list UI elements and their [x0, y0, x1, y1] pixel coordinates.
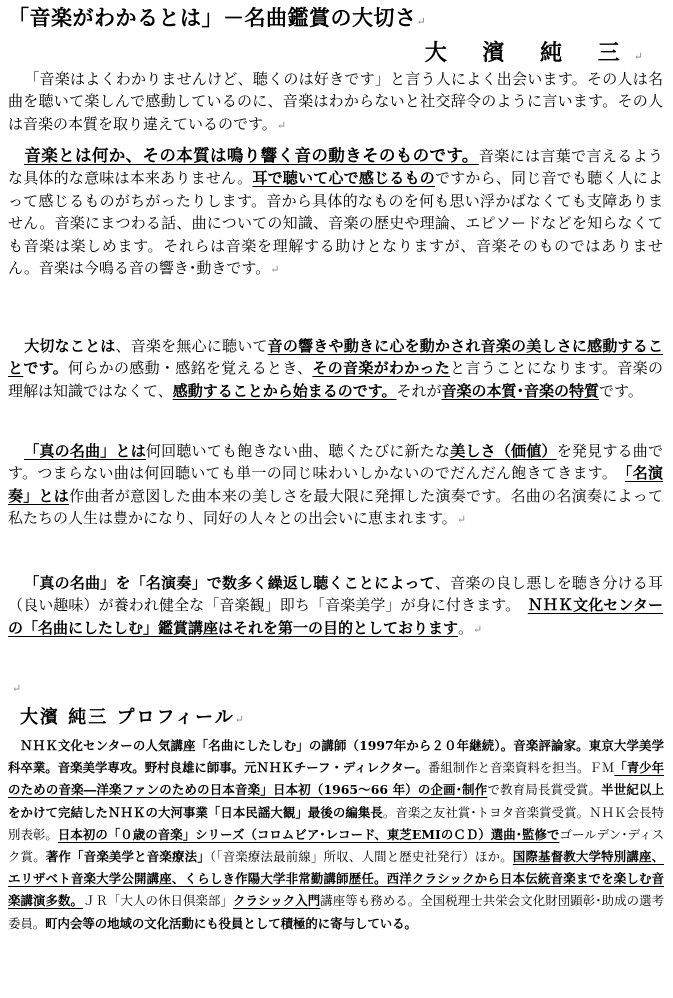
paragraph-important: 大切なことは、音楽を無心に聴いて音の響きや動きに心を動かされ音楽の美しさに感動することです。何らかの感動・感銘を覚えるとき、その音楽がわかったと言うことになります。音楽の理解は知識ではなくて、感動することから始まるのです。それが音楽の本質･音楽の特質です。: [8, 337, 663, 400]
paragraph-mark-icon: ↵: [12, 682, 22, 695]
document-title: 「音楽がわかるとは」－名曲鑑賞の大切さ↵: [8, 5, 427, 30]
paragraph-repeated-listening: 「真の名曲」を「名演奏」で数多く繰返し聴くことによって、音楽の良し悪しを聴き分ける耳（良い趣味）が養われ健全な「音楽観」即ち「音楽美学」が身に付きます。 ＮＨＫ文化センターの「名曲にしたしむ」鑑賞講座はそれを第一の目的としております。↵: [8, 574, 663, 637]
paragraph-essence: 音楽とは何か、その本質は鳴り響く音の動きそのものです。音楽には言葉で言えるような具体的な意味は本来ありません。耳で聴いて心で感じるものですから、同じ音でも聴く人によって感じるものがちがったりします。音から具体的なものを何も思い浮かばなくても支障ありません。音楽にまつわる話、曲についての知識、音楽の歴史や理論、エピソードなどを知らなくても音楽は楽しめます。それらは音楽を理解する助けとなりますが、音楽そのものではありません。音楽は今鳴る音の響き･動きです。↵: [8, 146, 663, 278]
paragraph-mark-icon: ↵: [234, 713, 244, 726]
paragraph-mark-icon: ↵: [276, 118, 287, 132]
paragraph-mark-icon: ↵: [416, 15, 427, 28]
paragraph-mark-icon: ↵: [270, 263, 280, 277]
paragraph-mark-icon: ↵: [456, 513, 467, 527]
profile-title: 大濱 純三 プロフィール↵: [20, 707, 244, 728]
paragraph-mark-icon: ↵: [473, 622, 483, 636]
paragraph-intro: 「音楽はよくわかりませんけど、聴くのは好きです」と言う人によく出会います。その人は名曲を聴いて楽しんで感動しているのに、音楽はわからないと社交辞令のように言います。その人は音楽の本質を取り違えているのです。↵: [8, 70, 663, 133]
profile-body: ＮＨＫ文化センターの人気講座「名曲にしたしむ」の講師（1997年から２０年継続）。音楽評論家。東京大学美学科卒業。音楽美学専攻。野村良雄に師事。元ＮＨＫチーフ・ディレクター。番組制作と音楽資料を担当。ＦＭ「青少年のための音楽―洋楽ファンのための日本音楽」日本初（1965～66 年）の企画･制作で教育局長賞受賞。半世紀以上をかけて完結したＮＨＫの大河事業「日本民謡大観」最後の編集長。音楽之友社賞･トヨタ音楽賞受賞。ＮＨＫ会長特別表彰。日本初の「０歳の音楽」シリーズ（コロムビア･レコード、東芝EMIのＣＤ）選曲･監修でゴールデン･ディスク賞。著作「音楽美学と音楽療法」（「音楽療法最前線」所収、人間と歴史社発行）ほか。国際基督教大学特別講座、エリザベト音楽大学公開講座、くらしき作陽大学非常勤講師歴任。西洋クラシックから日本伝統音楽までを楽しむ音楽講演多数。ＪＲ「大人の休日倶楽部」クラシック入門講座等も務める。全国税理士共栄会文化財団顕彰･助成の選考委員。町内会等の地域の文化活動にも役員として積極的に寄与している。: [8, 738, 665, 931]
paragraph-true-masterpiece: 「真の名曲」とは何回聴いても飽きない曲、聴くたびに新たな美しさ（価値）を発見する曲です。つまらない曲は何回聴いても単一の同じ味わいしかないのでだんだん飽きてきます。 「名演奏」とは作曲者が意図した曲本来の美しさを最大限に発揮した演奏です。名曲の名演奏によって私たちの人生は豊かになり、同好の人々との出会いに恵まれます。↵: [8, 442, 663, 528]
author-name: 大 濱 純 三↵: [424, 40, 643, 66]
paragraph-mark-icon: ↵: [633, 50, 643, 63]
